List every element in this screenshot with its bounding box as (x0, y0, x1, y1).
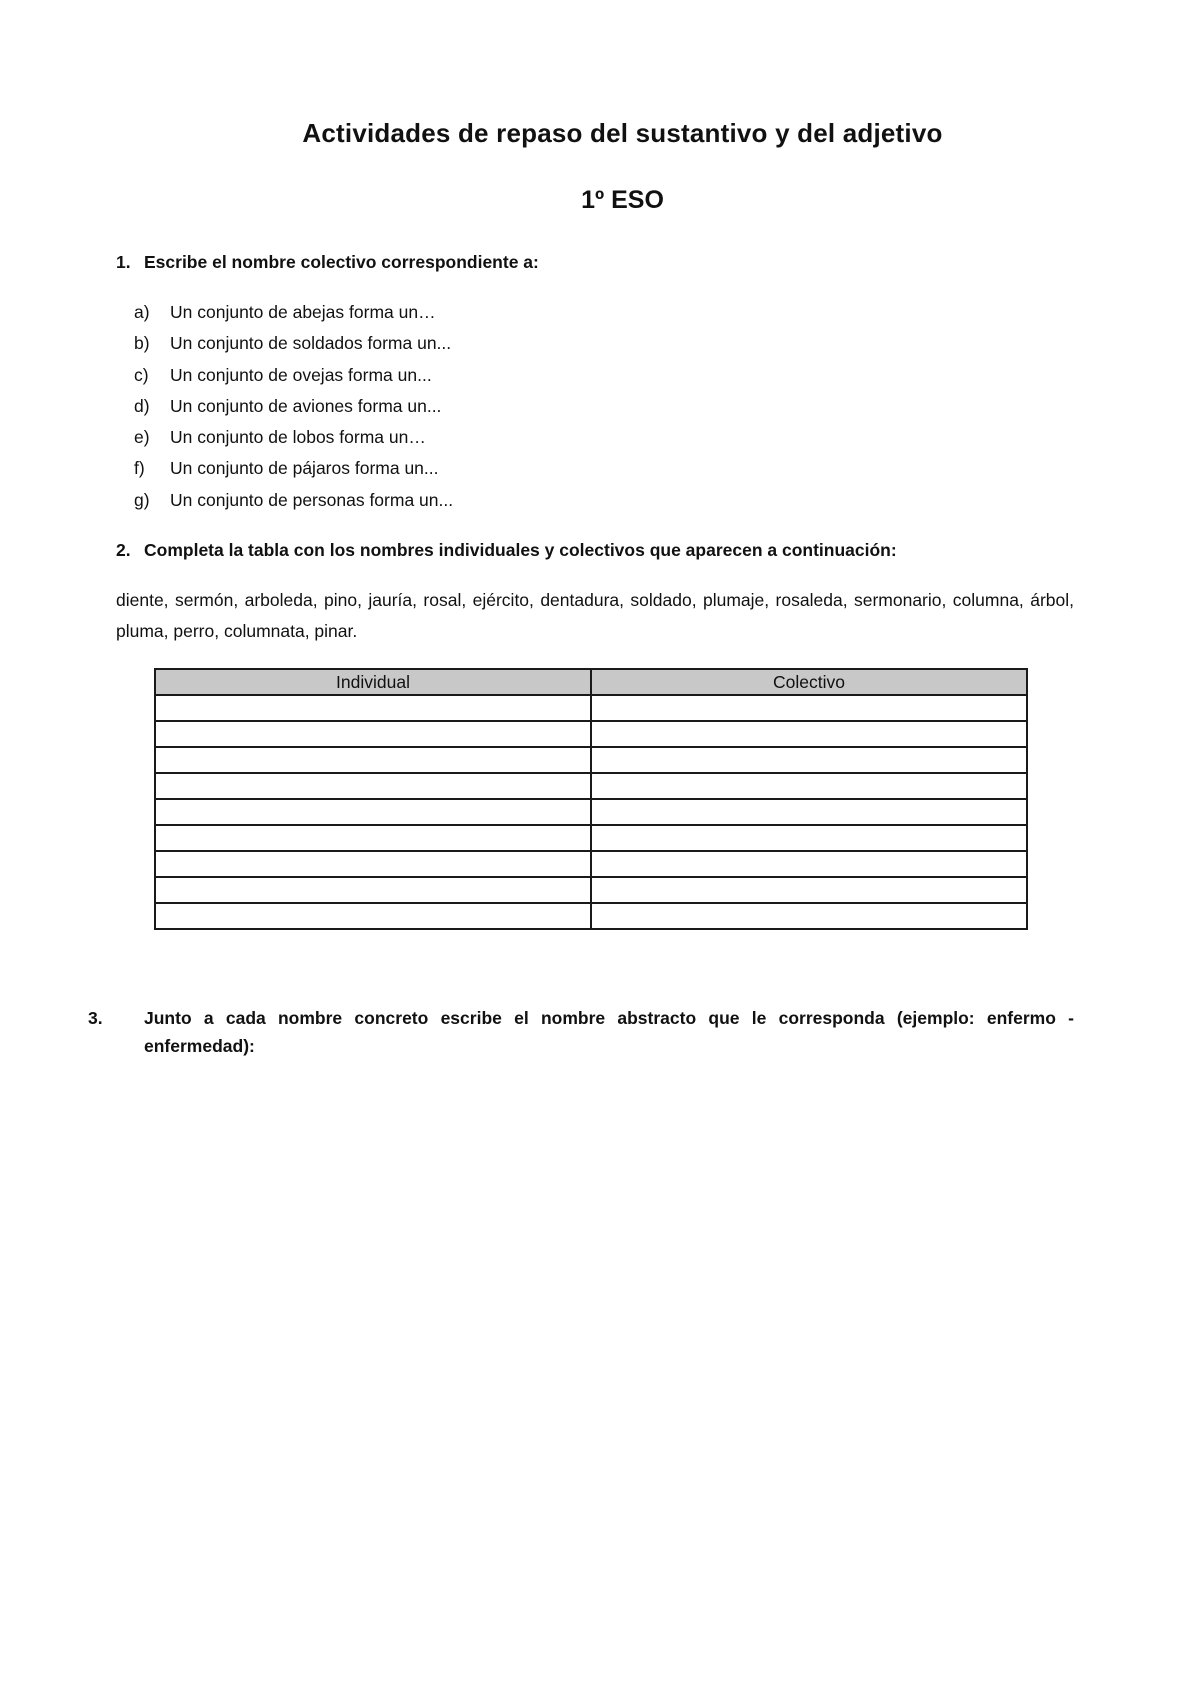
list-item (134, 391, 453, 422)
question-2 (116, 536, 1074, 564)
question-3-number: 3. (88, 1008, 103, 1028)
question-3 (88, 1004, 1074, 1060)
list-item (134, 297, 453, 328)
list-item-text: Un conjunto de abejas forma un… (170, 302, 436, 322)
list-item-letter: f) (134, 458, 145, 479)
list-item-letter: d) (134, 395, 150, 416)
list-item-letter: b) (134, 333, 150, 354)
list-item-text: Un conjunto de soldados forma un... (170, 333, 452, 354)
question-1-number: 1. (116, 252, 131, 272)
list-item-text: Un conjunto de personas forma un... (170, 489, 454, 510)
table-row (155, 773, 1027, 799)
table-cell-colectivo[interactable] (591, 747, 1027, 773)
table-cell-individual[interactable] (155, 695, 591, 721)
page-subtitle: 1º ESO (581, 186, 664, 214)
table-cell-individual[interactable] (155, 903, 591, 929)
table-cell-individual[interactable] (155, 773, 591, 799)
list-item-text: Un conjunto de pájaros forma un... (170, 458, 439, 479)
table-cell-colectivo[interactable] (591, 721, 1027, 747)
list-item (134, 422, 453, 453)
table-header-row (155, 669, 1027, 695)
table-cell-colectivo[interactable] (591, 877, 1027, 903)
table-cell-colectivo[interactable] (591, 773, 1027, 799)
table-row (155, 851, 1027, 877)
column-header-colectivo: Colectivo (591, 669, 1027, 695)
question-1-text: Escribe el nombre colectivo correspondiente a: (144, 252, 539, 272)
question-1-list (134, 297, 453, 516)
noun-table (154, 668, 1028, 930)
table-row (155, 877, 1027, 903)
word-bank: diente, sermón, arboleda, pino, jauría, rosal, ejército, dentadura, soldado, plumaje, rosaleda, sermonario, columna, árbol, pluma, perro, columnata, pinar. (116, 590, 1074, 641)
list-item-letter: c) (134, 364, 149, 385)
table-row (155, 747, 1027, 773)
table-cell-individual[interactable] (155, 877, 591, 903)
list-item (134, 328, 453, 359)
question-2-text: Completa la tabla con los nombres individuales y colectivos que aparecen a continuación: (144, 540, 897, 560)
table-row (155, 721, 1027, 747)
list-item (134, 485, 453, 516)
question-3-text: Junto a cada nombre concreto escribe el nombre abstracto que le corresponda (ejemplo: enfermo - enfermedad): (144, 1008, 1074, 1056)
list-item (134, 360, 453, 391)
table-cell-individual[interactable] (155, 851, 591, 877)
table-row (155, 825, 1027, 851)
table-cell-individual[interactable] (155, 747, 591, 773)
table-cell-colectivo[interactable] (591, 851, 1027, 877)
list-item-letter: a) (134, 302, 150, 322)
table-cell-individual[interactable] (155, 721, 591, 747)
question-2-number: 2. (116, 540, 131, 560)
table-row (155, 799, 1027, 825)
list-item-letter: e) (134, 427, 150, 448)
table-cell-colectivo[interactable] (591, 903, 1027, 929)
list-item-text: Un conjunto de aviones forma un... (170, 395, 442, 416)
table-cell-individual[interactable] (155, 799, 591, 825)
table-cell-individual[interactable] (155, 825, 591, 851)
table-row (155, 903, 1027, 929)
column-header-individual: Individual (155, 669, 591, 695)
list-item-text: Un conjunto de lobos forma un… (170, 427, 426, 448)
page-title: Actividades de repaso del sustantivo y del adjetivo (302, 118, 943, 148)
table-row (155, 695, 1027, 721)
list-item-letter: g) (134, 489, 150, 510)
table-cell-colectivo[interactable] (591, 825, 1027, 851)
list-item-text: Un conjunto de ovejas forma un... (170, 364, 432, 385)
table-cell-colectivo[interactable] (591, 799, 1027, 825)
question-1 (116, 248, 1074, 276)
table-cell-colectivo[interactable] (591, 695, 1027, 721)
list-item (134, 453, 453, 484)
